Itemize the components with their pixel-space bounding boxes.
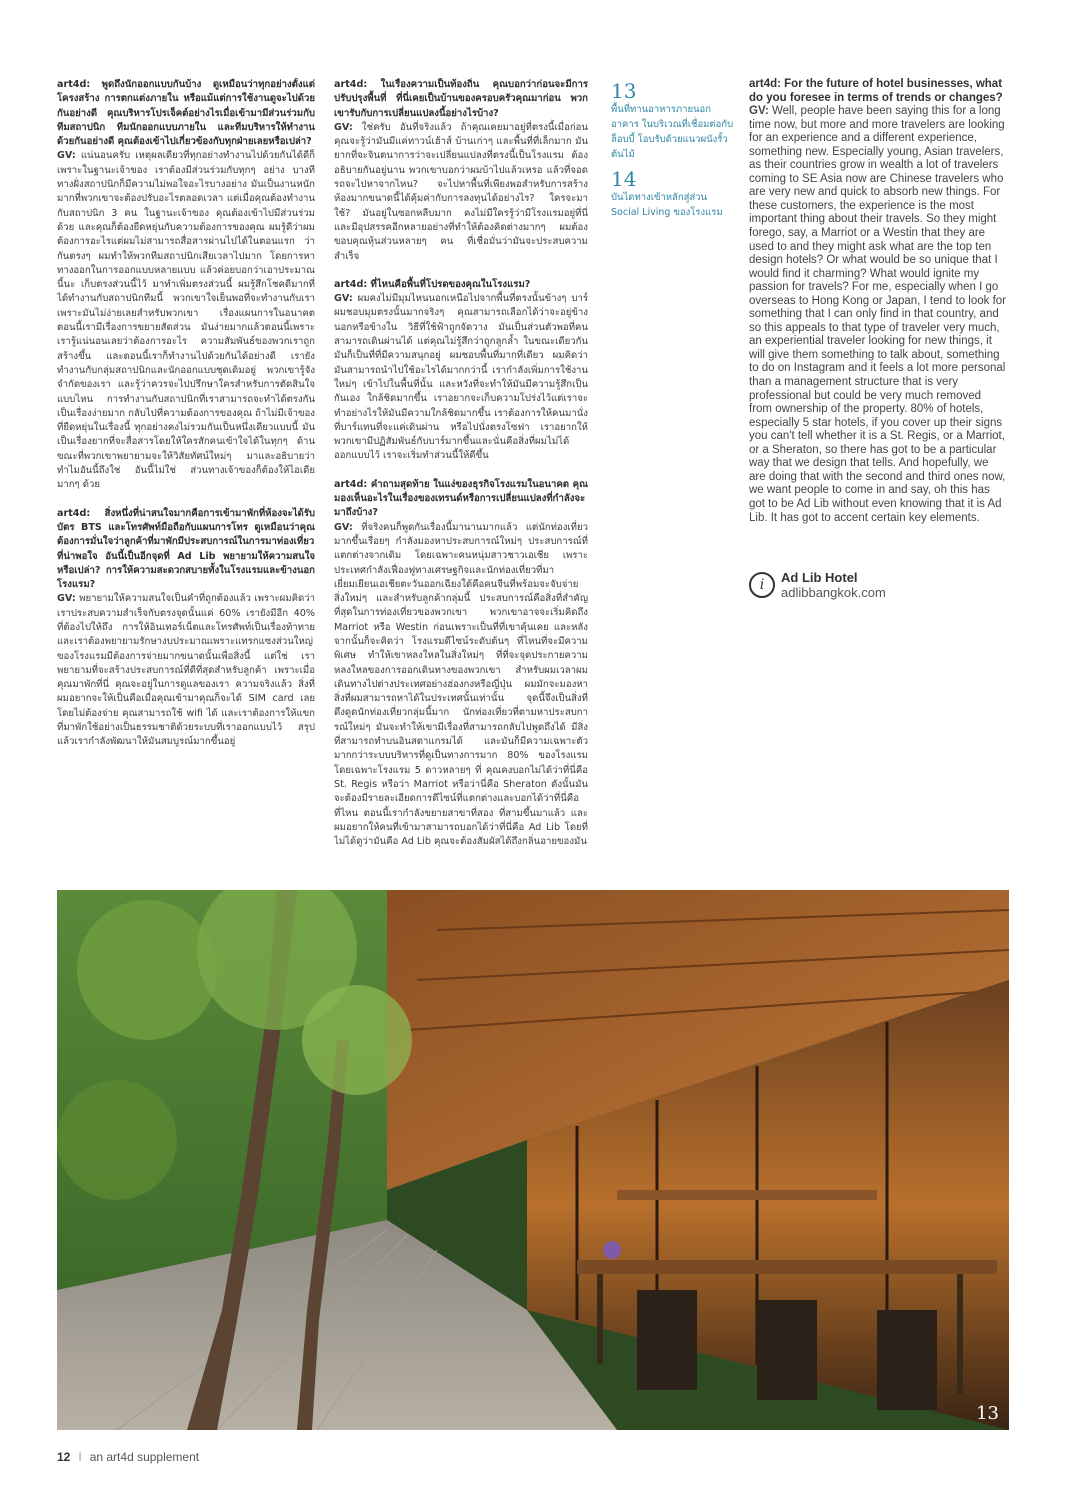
caption-number: 13 [611, 79, 637, 103]
question-2: art4d: สิ่งหนึ่งที่น่าสนใจมากคือการเข้ามาพักที่ห้องจะได้รับบัตร BTS และโทรศัพท์มือถือกับแผนการโทร ดูเหมือนว่าคุณต้องการมั่นใจว่าลูกค้าที่มาพักมีประสบการณ์ในการมาท่องเที่ยวที่น่าพอใจ อันนี้เป็นอีกจุดที่ Ad Lib พยายามให้ความสนใจหรือเปล่า? การให้ความสะดวกสบายทั้งในโรงแรมและข้างนอกโรงแรม? [57, 507, 315, 591]
answer-label: GV: [57, 150, 76, 162]
answer-label: GV: [57, 593, 76, 605]
english-column [749, 78, 1007, 525]
english-question: art4d: For the future of hotel businesses, what do you foresee in terms of trends or changes? [749, 78, 1003, 104]
info-icon: i [749, 572, 775, 598]
question-1: art4d: พูดถึงนักออกแบบกันบ้าง ดูเหมือนว่าทุกอย่างตั้งแต่โครงสร้าง การตกแต่งภายใน หรือแม้แต่การใช้งานดูจะไปด้วยกันอย่างดี คุณบริหารโปรเจ็คต์อย่างไรเมื่อเข้ามามีส่วนร่วมกับทีมสถาปนิก ทีมนักออกแบบภายใน และทีมบริหารให้ทำงานด้วยกันอย่างดี คุณต้องเข้าไปเกี่ยวข้องกับทุกฝ่ายเลยหรือเปล่า? [57, 79, 315, 148]
question-5: art4d: คำถามสุดท้าย ในแง่ของธุรกิจโรงแรมในอนาคต คุณมองเห็นอะไรในเรื่องของเทรนด์หรือการเปลี่ยนแปลงที่กำลังจะมาถึงบ้าง? [334, 478, 588, 519]
restaurant-illustration [57, 890, 1009, 1430]
question-4: art4d: ที่ไหนคือพื้นที่โปรดของคุณในโรงแรม? [334, 278, 531, 290]
hotel-signature [749, 570, 1009, 604]
answer-5: ที่จริงคนก็พูดกันเรื่องนี้มานานมากแล้ว แต่นักท่องเที่ยวมากขึ้นเรื่อยๆ กำลังมองหาประสบการณ์ใหม่ๆ ประสบการณ์ที่แตกต่างจากเดิม โดยเฉพาะคนหนุ่มสาวชาวเอเชีย เพราะประเทศกำลังเฟื่องฟูทางเศรษฐกิจและนักท่องเที่ยวที่มาเยี่ยมเยียนเอเชียตะวันออกเฉียงใต้คือคนจีนที่พร้อมจะจับจ่ายสิ่งใหม่ๆ และสำหรับลูกค้ากลุ่มนี้ ประสบการณ์คือสิ่งที่สำคัญที่สุดในการท่องเที่ยวของพวกเขา พวกเขาอาจจะเริ่มคิดถึง Marriot หรือ Westin ก่อนเพราะเป็นที่ที่เขาคุ้นเคย และหลังจากนั้นก็จะคิดว่า โรงแรมดีไซน์ระดับต้นๆ ที่ไหนที่จะมีความพิเศษ ทำให้เขาหลงใหลในสิ่งใหม่ๆ ที่ที่จะจุดประกายความหลงใหลของการออกเดินทางของพวกเขา สำหรับผมเวลาผมเดินทางไปต่างประเทศอย่างฮ่องกงหรือญี่ปุ่น ผมมักจะมองหาสิ่งที่ผมสามารถหาได้ในประเทศนั้นเท่านั้น จุดนี้จึงเป็นสิ่งที่ดึงดูดนักท่องเที่ยวกลุ่มนี้มาก นักท่องเที่ยวที่ตามหาประสบการณ์ใหม่ๆ มันจะทำให้เขามีเรื่องที่สามารถกลับไปพูดถึงได้ มีสิ่งที่สามารถทำบนอินสตาแกรมได้ และมันก็มีความเฉพาะตัวมากกว่าระบบบริหารที่ดูเป็นทางการมาก 80% ของโรงแรม โดยเฉพาะโรงแรม 5 ดาวหลายๆ ที่ คุณคงบอกไม่ได้ว่าที่นี่คือ St. Regis หรือว่า Marriot หรือว่านี่คือ Sheraton ดังนั้นมันจะต้องมีรายละเอียดการดีไซน์ที่แตกต่างและบอกได้ว่าที่นี่คือที่ไหน ตอนนี้เรากำลังขยายสาขาที่สอง ที่สามขึ้นมาแล้ว และผมอยากให้คนที่เข้ามาสามารถบอกได้ว่าที่นี่คือ Ad Lib โดยที่ไม่ได้ดูว่ามันคือ Ad Lib คุณจะต้องสัมผัสได้ถึงกลิ่นอายของมัน [334, 521, 588, 848]
page-number: 12 [57, 1450, 71, 1464]
answer-1: แน่นอนครับ เหตุผลเดียวที่ทุกอย่างทำงานไปด้วยกันได้ดีก็เพราะในฐานะเจ้าของ เราต้องมีส่วนร่วมกับทุกๆ อย่าง บางทีทางฝั่งสถาปนิกก็มีความไม่พอใจอะไรบางอย่าง มันเป็นงานหนักมากที่พวกเขาจะต้องปรับอะไรตลอดเวลา แต่เมื่อคุณต้องทำงานกับสถาปนิก 3 คน ในฐานะเจ้าของ คุณต้องเข้าไปมีส่วนร่วมด้วย และคุณก็ต้องยืดหยุ่นกับความต้องการของคุณ ผมรู้ดีว่าผมต้องการอะไรแต่ผมไม่สามารถสื่อสารผ่านไปได้ในตอนแรก ว่ากันตรงๆ ผมทำให้พวกทีมสถาปนิกเสียเวลาไปมาก โดยการหาทางออกในการออกแบบหลายแบบ แล้วค่อยบอกว่าเอาประมาณนี้นะ เก็บตรงส่วนนี้ไว้ มาทำเพิ่มตรงส่วนนี้ ผมรู้สึกโชคดีมากที่ได้ทำงานกับสถาปนิกทีมนี้ พวกเขาใจเย็นพอที่จะทำงานกับเราเพราะมันไม่ง่ายเลยสำหรับพวกเขา เรื่องแผนการในอนาคต ตอนนี้เรามีเรื่องการขยายสัดส่วน มันง่ายมากแล้วตอนนี้เพราะเรารู้แน่นอนเลยว่าต้องการอะไร ความสัมพันธ์ของพวกเราถูกสร้างขึ้น และตอนนี้เราก็ทำงานไปด้วยกันได้อย่างดี เรายังทำงานกับกลุ่มสถาปนิกและนักออกแบบชุดเดิมอยู่ พวกเขารู้จังจำกัดของเรา และรู้ว่าควรจะไปปรึกษาใครสำหรับการตัดสินใจแบบไหน การทำงานกับสถาปนิกที่เราสามารถจะทำได้ตรงกันเป็นเรื่องง่ายมาก กลับไปที่ความต้องการของคุณ ถ้าไม่มีเจ้าของที่ยืดหยุ่นในเรื่องนี้ ทุกอย่างคงไม่รวมกันเป็นหนึ่งเดียวแบบนี้ มันเป็นเรื่องยากที่จะสื่อสารโดยให้ใครสักคนเข้าใจได้ในทุกๆ ด้าน ขณะที่พวกเขาพยายามจะให้วิสัยทัศน์ใหม่ๆ มาและอธิบายว่าทำไมอันนี้ถึงใช่ อันนี้ไม่ใช่ ส่วนทางเจ้าของก็ต้องให้ไอเดียมากๆ ด้วย [57, 150, 315, 491]
caption-text: บันไดทางเข้าหลักสู่ส่วน Social Living ของโรงแรม [611, 192, 723, 218]
page-footer [57, 1450, 199, 1464]
caption-text: พื้นที่ทานอาหารภายนอกอาคาร ในบริเวณที่เชื่อมต่อกับล็อบบี้ โอบรับด้วยแนวผนังรั้วต้นไม้ [611, 104, 734, 160]
restaurant-photo [57, 890, 1009, 1430]
publication-name: an art4d supplement [89, 1450, 200, 1464]
answer-3: ใช่ครับ อันที่จริงแล้ว ถ้าคุณเคยมาอยู่ที่ตรงนี้เมื่อก่อน คุณจะรู้ว่ามันมีแค่ทาวน์เฮ้าส์ บ้านเก่าๆ และพื้นที่ที่เล็กมาก มันยากที่จะจินตนาการว่าจะเปลี่ยนแปลงที่ตรงนี้เป็นโรงแรม ต้องอธิบายกันอยู่นาน พวกเขาบอกว่าผมบ้าไปแล้วเหรอ แล้วที่จอดรถจะไปหาจากไหน? จะไปหาพื้นที่เพียงพอสำหรับการสร้างห้องมากขนาดนี้ได้คุ้มค่ากับการลงทุนได้อย่างไร? ใครจะมาใช้? มันอยู่ในซอกหลืบมาก คงไม่มีใครรู้ว่ามีโรงแรมอยู่ที่นี่ และมีอุปสรรคอีกหลายอย่างที่ทำให้ต้องคิดต่างมากๆ ผมต้องขอบคุณหุ้นส่วนหลายๆ คน ที่เชื่อมั่นว่ามันจะประสบความสำเร็จ [334, 121, 588, 262]
answer-label: GV: [749, 105, 769, 118]
answer-label: GV: [334, 293, 353, 305]
answer-4: ผมคงไม่มีมุมไหนนอกเหนือไปจากพื้นที่ตรงนั้นข้างๆ บาร์ ผมชอบมุมตรงนั้นมากจริงๆ คุณสามารถเลือกได้ว่าจะอยู่ข้างนอกหรือข้างใน วิธีที่ใช้ฟ้าถูกจัดวาง มันเป็นส่วนตัวพอที่คนสามารถเดินผ่านได้ แต่คุณไม่รู้สึกว่าถูกลูกล้ำ ในขณะเดียวกันมันก็เป็นที่ที่มีความสนุกอยู่ ผมชอบพื้นที่มากที่เดียว ผมคิดว่ามันสามารถนำไปใช้อะไรได้มากกว่านี้ เรากำลังเพิ่มการใช้งานใหม่ๆ เข้าไปในพื้นที่นั้น และหวังที่จะทำให้มันมีความรู้สึกเป็นกันเอง ใกล้ชิดมากขึ้น เราอยากจะเก็บความโปร่งไว้แต่เราจะทำอย่างไรให้มันมีความใกล้ชิดมากขึ้น เราต้องการให้คนมานั่งที่บาร์แทนที่จะแค่เดินผ่าน หรือไปนั่งตรงโซฟา เราอยากให้พวกเขามีปฏิสัมพันธ์กับบาร์มากขึ้นและนั่นคือสิ่งที่ผมไม่ได้ออกแบบไว้ เราจะเริ่มทำส่วนนี้ให้ดีขึ้น [334, 293, 588, 462]
english-answer: Well, people have been saying this for a long time now, but more and more travelers are looking for an experience and a different experience, something new. Especially young, Asian travelers, as their countries grow in wealth a lot of travelers coming to SE Asia now are Chinese travelers who are very new and quick to absorb new things. For these customers, the experience is the most important thing about their travels. So they might forego, say, a Marriot or a Westin that they are used to and they might ask what are the top ten design hotels? Or what would be so unique that I would find it charming? What would ignite my passion for travels? For me, especially when I go overseas to Hong Kong or Japan, I tend to look for something that I can only find in that country, and so this appeals to that type of traveler very much, an experiential traveler looking for new things, it will give them something to talk about, something to do on Instagram and it feels a lot more personal than a management structure that is very professional but could be very much removed from ownership of the property. 80% of hotels, especially 5 star hotels, if you cover up their signs you can't tell whether it is a St. Regis, or a Marriot, or a Sheraton, so there has got to be a particular way that we design that tells. And hopefully, we are doing that with the second and third ones now, we want people to come in and say, oh this has got to be Ad Lib without even knowing that it is Ad Lib. It has got to accent certain key elements. [749, 105, 1006, 524]
photo-number: 13 [976, 1403, 999, 1424]
thai-column-1 [57, 78, 315, 868]
answer-label: GV: [334, 521, 353, 533]
caption-number: 14 [611, 167, 637, 191]
photo-captions [611, 80, 736, 226]
answer-label: GV: [334, 121, 353, 133]
answer-2: พยายามให้ความสนใจเป็นคำที่ถูกต้องแล้ว เพราะผมคิดว่าเราประสบความสำเร็จกับตรงจุดนั้นแค่ 60% เรายังมีอีก 40% ที่ต้องไปให้ถึง การให้อินเทอร์เน็ตและโทรศัพท์เป็นเรื่องท้าทาย และเราต้องพยายามรักษางบประมาณเพราะแทรกแซงส่วนใหญ่ของโรงแรมมีต้องการจ่ายมากขนาดนั้นเพื่อสิ่งนี้ แต่ใช่ เราพยายามที่จะสร้างประสบการณ์ที่ดีที่สุดสำหรับลูกค้า เพราะเมื่อคุณมาพักที่นี่ คุณจะอยู่ในการดูแลของเรา ความจริงแล้ว สิ่งที่ผมอยากจะให้เป็นคือเมื่อคุณเข้ามาคุณก็จะได้ SIM card เลยโดยไม่ต้องจ่าย คุณสามารถใช้ wifi ได้ และเราต้องการให้แขกที่มาพักใช้อย่างเป็นธรรมชาติด้วยระบบที่เราออกแบบไว้ สรุปแล้วเรากำลังพัฒนาให้มันสมบูรณ์มากขึ้นอยู่ [57, 593, 315, 748]
footer-separator: I [78, 1450, 82, 1464]
question-3: art4d: ในเรื่องความเป็นท้องถิ่น คุณบอกว่าก่อนจะมีการปรับปรุงพื้นที่ ที่นี่เคยเป็นบ้านของครอบครัวคุณมาก่อน พวกเขารับกับการเปลี่ยนแปลงนี้อย่างไรบ้าง? [334, 79, 588, 119]
hotel-website-link[interactable]: adlibbangkok.com [781, 585, 886, 600]
thai-column-2 [334, 78, 588, 873]
hotel-name: Ad Lib Hotel [781, 570, 858, 585]
